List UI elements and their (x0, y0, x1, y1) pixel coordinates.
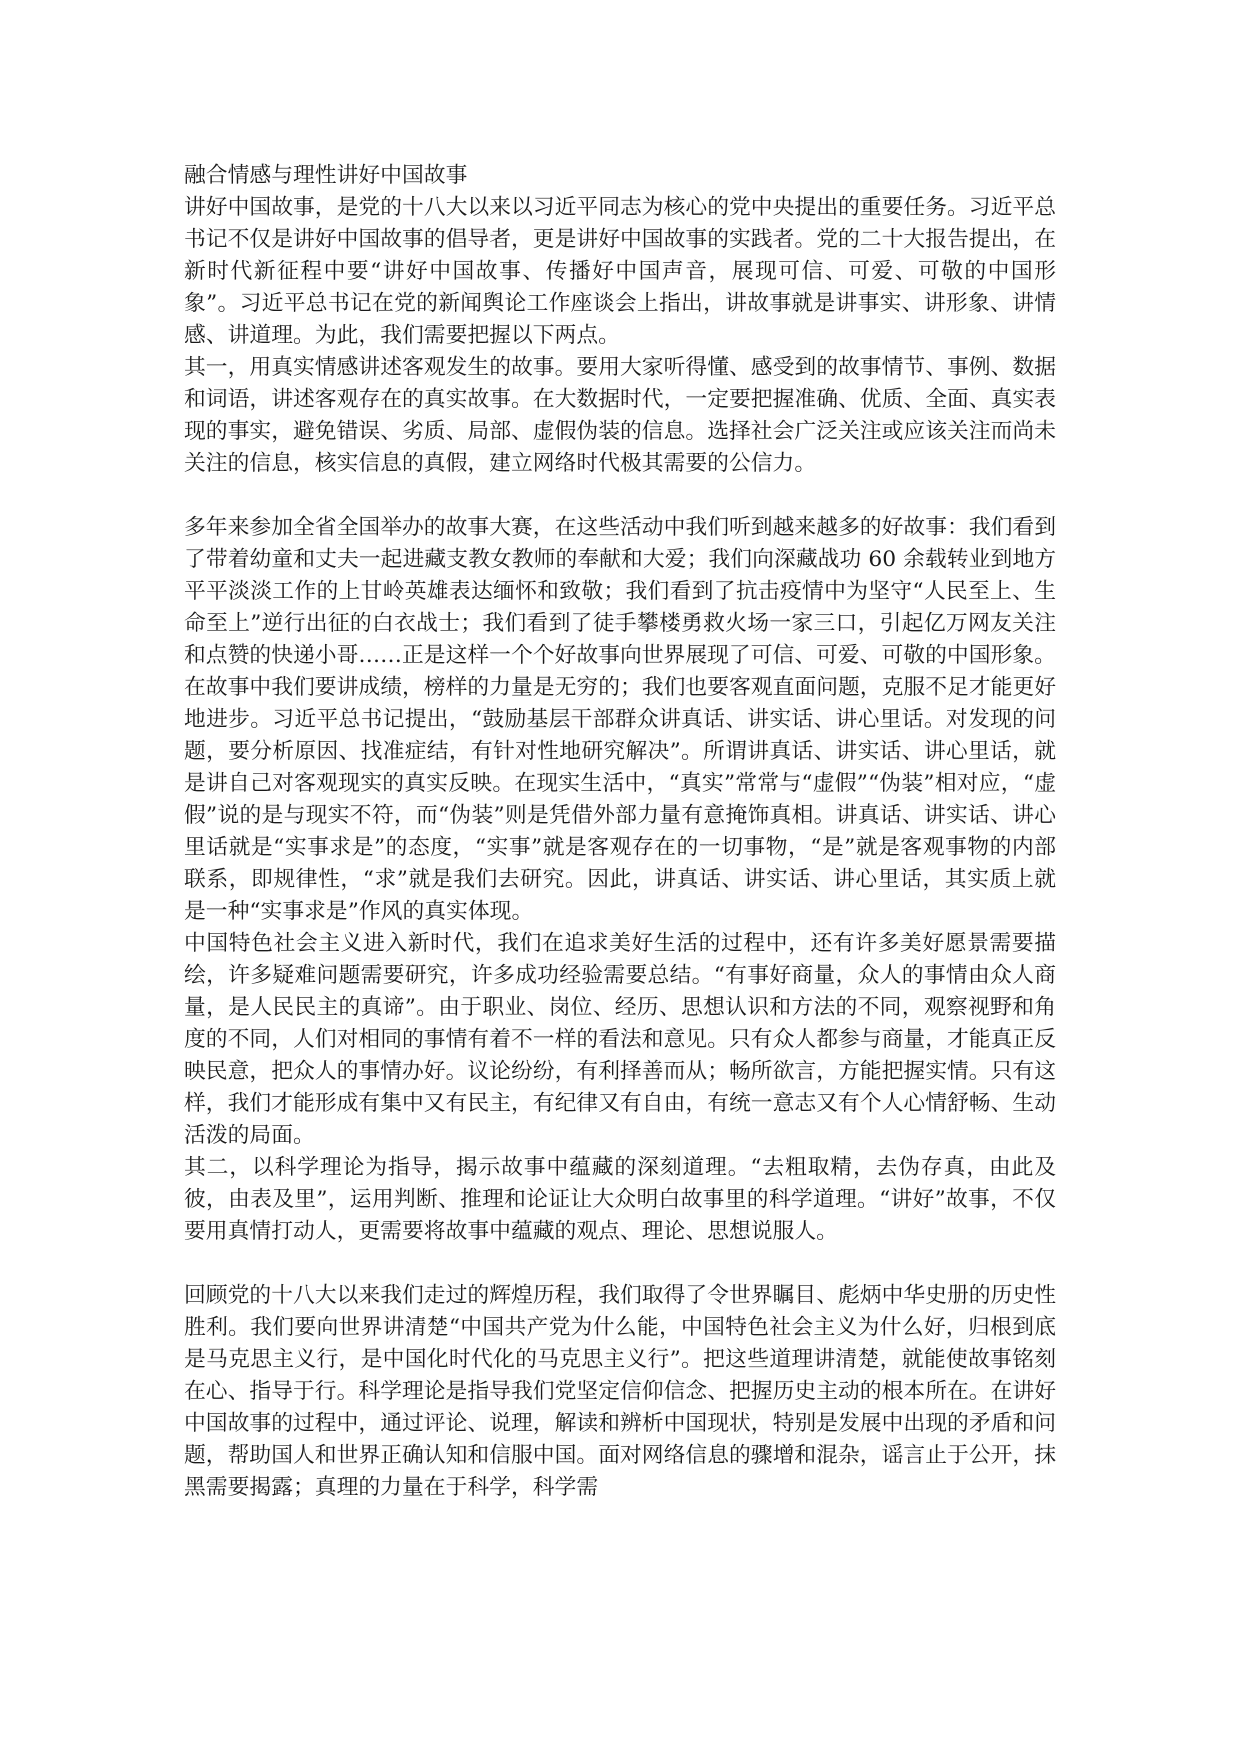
paragraph-review: 回顾党的十八大以来我们走过的辉煌历程，我们取得了令世界瞩目、彪炳中华史册的历史性胜利。我们要向世界讲清楚“中国共产党为什么能，中国特色社会主义为什么好，归根到底是马克思主义行，是中国化时代化的马克思主义行”。把这些道理讲清楚，就能使故事铭刻在心、指导于行。科学理论是指导我们党坚定信仰信念、把握历史主动的根本所在。在讲好中国故事的过程中，通过评论、说理，解读和辨析中国现状，特别是发展中出现的矛盾和问题，帮助国人和世界正确认知和信服中国。面对网络信息的骤增和混杂，谣言止于公开，抹黑需要揭露；真理的力量在于科学，科学需 (184, 1283, 1056, 1500)
paragraph-intro: 讲好中国故事，是党的十八大以来以习近平同志为核心的党中央提出的重要任务。习近平总书记不仅是讲好中国故事的倡导者，更是讲好中国故事的实践者。党的二十大报告提出，在新时代新征程中要“讲好中国故事、传播好中国声音，展现可信、可爱、可敬的中国形象”。习近平总书记在党的新闻舆论工作座谈会上指出，讲故事就是讲事实、讲形象、讲情感、讲道理。为此，我们需要把握以下两点。 (184, 195, 1056, 348)
document-page (184, 160, 1056, 1504)
document-title: 融合情感与理性讲好中国故事 (184, 163, 468, 188)
paragraph-gap (184, 1248, 1056, 1280)
paragraph-story-contest: 多年来参加全省全国举办的故事大赛，在这些活动中我们听到越来越多的好故事：我们看到了带着幼童和丈夫一起进藏支教女教师的奉献和大爱；我们向深藏战功 60 余载转业到地方平平淡淡工作的上甘岭英雄表达缅怀和致敬；我们看到了抗击疫情中为坚守“人民至上、生命至上”逆行出征的白衣战士；我们看到了徒手攀楼勇救火场一家三口，引起亿万网友关注和点赞的快递小哥……正是这样一个个好故事向世界展现了可信、可爱、可敬的中国形象。 (184, 515, 1056, 668)
paragraph-point-two: 其二，以科学理论为指导，揭示故事中蕴藏的深刻道理。“去粗取精，去伪存真，由此及彼，由表及里”，运用判断、推理和论证让大众明白故事里的科学道理。“讲好”故事，不仅要用真情打动人，更需要将故事中蕴藏的观点、理论、思想说服人。 (184, 1155, 1056, 1244)
paragraph-gap (184, 480, 1056, 512)
paragraph-point-one: 其一，用真实情感讲述客观发生的故事。要用大家听得懂、感受到的故事情节、事例、数据和词语，讲述客观存在的真实故事。在大数据时代，一定要把握准确、优质、全面、真实表现的事实，避免错误、劣质、局部、虚假伪装的信息。选择社会广泛关注或应该关注而尚未关注的信息，核实信息的真假，建立网络时代极其需要的公信力。 (184, 355, 1056, 476)
paragraph-speak-truth: 在故事中我们要讲成绩，榜样的力量是无穷的；我们也要客观直面问题，克服不足才能更好地进步。习近平总书记提出，“鼓励基层干部群众讲真话、讲实话、讲心里话。对发现的问题，要分析原因、找准症结，有针对性地研究解决”。所谓讲真话、讲实话、讲心里话，就是讲自己对客观现实的真实反映。在现实生活中，“真实”常常与“虚假”“伪装”相对应，“虚假”说的是与现实不符，而“伪装”则是凭借外部力量有意掩饰真相。讲真话、讲实话、讲心里话就是“实事求是”的态度，“实事”就是客观存在的一切事物，“是”就是客观事物的内部联系，即规律性，“求”就是我们去研究。因此，讲真话、讲实话、讲心里话，其实质上就是一种“实事求是”作风的真实体现。 (184, 675, 1056, 924)
paragraph-new-era: 中国特色社会主义进入新时代，我们在追求美好生活的过程中，还有许多美好愿景需要描绘，许多疑难问题需要研究，许多成功经验需要总结。“有事好商量，众人的事情由众人商量，是人民民主的真谛”。由于职业、岗位、经历、思想认识和方法的不同，观察视野和角度的不同，人们对相同的事情有着不一样的看法和意见。只有众人都参与商量，才能真正反映民意，把众人的事情办好。议论纷纷，有利择善而从；畅所欲言，方能把握实情。只有这样，我们才能形成有集中又有民主，有纪律又有自由，有统一意志又有个人心情舒畅、生动活泼的局面。 (184, 931, 1056, 1148)
